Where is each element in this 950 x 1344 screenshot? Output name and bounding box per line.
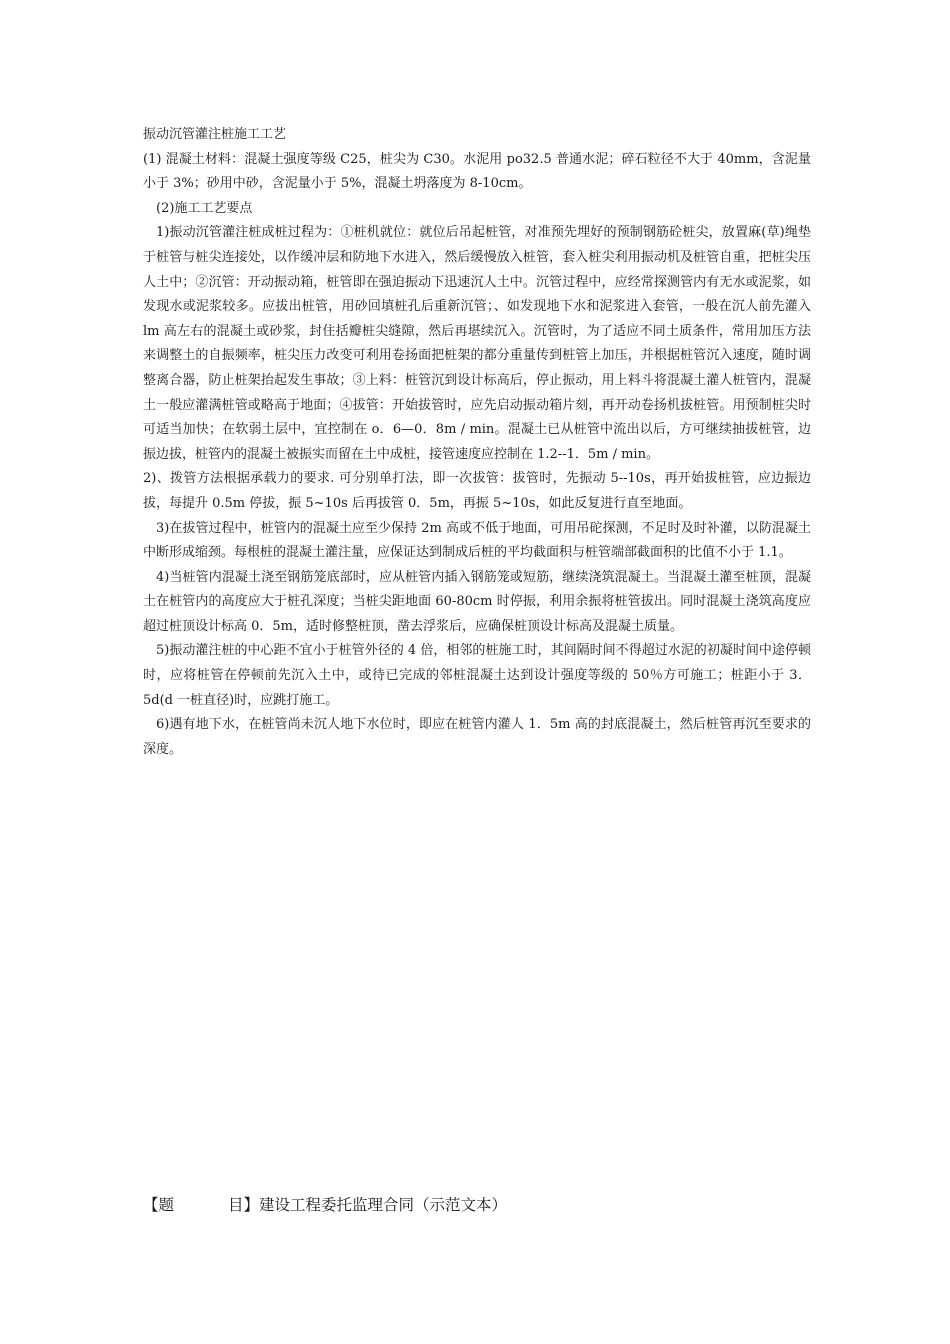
paragraph-step-3: 3)在拔管过程中，桩管内的混凝土应至少保持 2m 高或不低于地面，可用吊砣探测，不足时及时补灌，以防混凝土中断形成缩颈。每根桩的混凝土灌注量，应保证达到制成后桩的平均截面积与桩管端部截面积的比值不小于 1.1。 [143,520,811,561]
paragraph-step-4: 4)当桩管内混凝土浇至钢筋笼底部时，应从桩管内插入钢筋笼或短筋，继续浇筑混凝土。当混凝土灌至桩顶，混凝土在桩管内的高度应大于桩孔深度；当桩尖距地面 60-80cm 时停振，利用余振将桩管拔出。同时混凝土浇筑高度应超过桩顶设计标高 0．5m，适时修整桩顶，凿去浮浆后，应确保桩顶设计标高及混凝土质量。 [143,569,811,634]
document-body [143,123,811,762]
paragraph-step-5: 5)振动灌注桩的中心距不宜小于桩管外径的 4 倍，相邻的桩施工时，其间隔时间不得超过水泥的初凝时间中途停顿时，应将桩管在停顿前先沉入土中，或待已完成的邻桩混凝土达到设计强度等级的 50％方可施工；桩距小于 3．5d(d 一桩直径)时，应跳打施工。 [143,643,811,708]
paragraph-step-2: 2)、拨管方法根据承载力的要求. 可分别单打法，即一次拔管：拔管时，先振动 5--10s，再开始拔桩管，应边振边拔，每提升 0.5m 停拔，振 5~10s 后再拔管 0．5m，再振 5~10s，如此反复进行直至地面。 [143,471,811,511]
paragraph-step-6: 6)遇有地下水，在桩管尚未沉人地下水位时，即应在桩管内灌人 1．5m 高的封底混凝土，然后桩管再沉至要求的深度。 [143,717,811,757]
footer-bracket-left: 【题 [143,1196,175,1214]
footer-heading [143,1193,507,1217]
footer-title: 目】建设工程委托监理合同（示范文本） [228,1196,508,1214]
paragraph-process-heading: (2)施工工艺要点 [156,200,253,216]
document-title: 振动沉管灌注桩施工工艺 [143,127,287,142]
paragraph-materials: (1) 混凝土材料：混凝土强度等级 C25，桩尖为 C30。水泥用 po32.5 普通水泥；碎石粒径不大于 40mm，含泥量小于 3%；砂用中砂，含泥量小于 5%，混凝土坍落度为 8-10cm。 [143,151,811,192]
paragraph-step-1: 1)振动沉管灌注桩成桩过程为：①桩机就位：就位后吊起桩管，对准预先埋好的预制钢筋砼桩尖，放置麻(草)绳垫于桩管与桩尖连接处，以作缓冲层和防地下水进入，然后缓慢放入桩管，套入桩尖利用振动机及桩管自重，把桩尖压人土中；②沉管：开动振动箱，桩管即在强迫振动下迅速沉人土中。沉管过程中，应经常探测管内有无水或泥浆，如发现水或泥浆较多。应拔出桩管，用砂回填桩孔后重新沉管；、如发现地下水和泥浆进入套管，一般在沉人前先灌入 lm 高左右的混凝土或砂浆，封住括瓣桩尖缝隙，然后再堪续沉入。沉管时，为了适应不同土质条件，常用加压方法来调整土的自振频率，桩尖压力改变可利用卷扬面把桩架的都分重量传到桩管上加压，并根据桩管沉入速度，随时调整离合器，防止桩架抬起发生事故；③上料：桩管沉到设计标高后，停止振动，用上料斗将混凝土灌人桩管内，混凝土一般应灌满桩管或略高于地面；④拔管：开始拔管时，应先启动振动箱片刻，再开动卷扬机拔桩管。用预制桩尖时可适当加快；在软弱土层中，宜控制在 o．6—0．8m / min。混凝土已从桩管中流出以后，方可继续抽拔桩管，边振边拔，桩管内的混凝土被振实而留在土中成桩，接管速度应控制在 1.2--1．5m / min。 [143,225,811,462]
